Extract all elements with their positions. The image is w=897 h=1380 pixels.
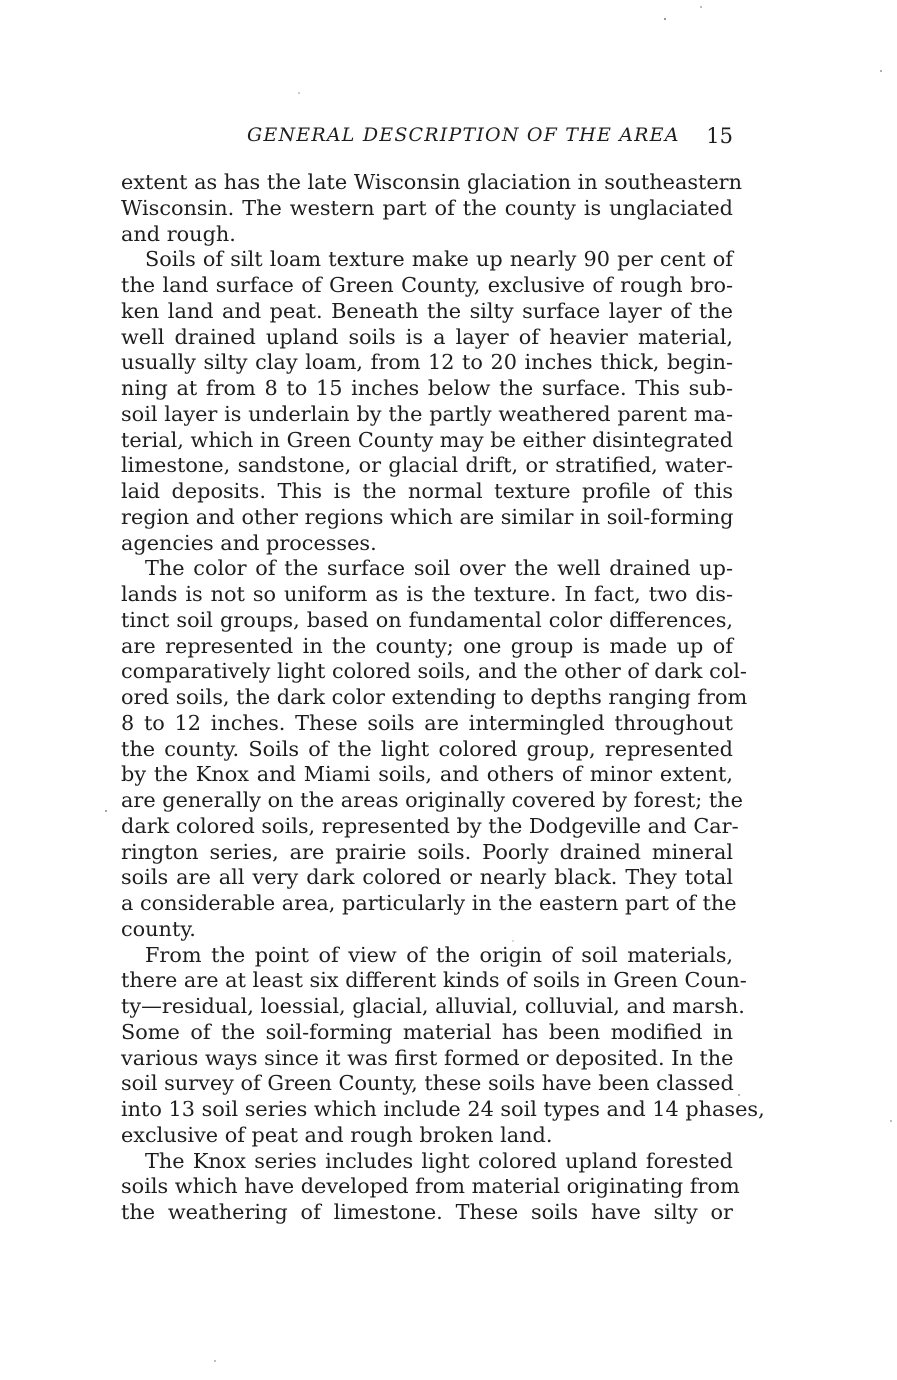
paper-speck	[880, 70, 882, 72]
text-line: extent as has the late Wisconsin glaciation in southeastern	[121, 170, 743, 194]
text-line: county.	[121, 916, 196, 941]
paper-speck	[512, 940, 514, 942]
text-line: ning at from 8 to 15 inches below the surface. This sub-	[121, 376, 733, 400]
text-line: Wisconsin. The western part of the county is unglaciated	[121, 195, 733, 220]
page-number: 15	[706, 124, 733, 148]
text-line: and rough.	[121, 221, 236, 246]
text-line: ty—residual, loessial, glacial, alluvial, colluvial, and marsh.	[121, 994, 745, 1018]
text-line: soils are all very dark colored or nearly black. They total	[121, 865, 733, 890]
text-line: 8 to 12 inches. These soils are intermingled throughout	[121, 710, 733, 735]
text-line: by the Knox and Miami soils, and others of minor extent,	[121, 762, 733, 787]
text-line: From the point of view of the origin of soil materials,	[145, 942, 733, 967]
paper-speck	[105, 810, 107, 812]
paragraph	[121, 942, 765, 1149]
paragraph	[121, 247, 733, 556]
paragraph	[121, 1148, 740, 1226]
text-line: into 13 soil series which include 24 soil types and 14 phases,	[121, 1097, 765, 1121]
text-line: laid deposits. This is the normal texture profile of this	[121, 479, 733, 503]
text-line: well drained upland soils is a layer of heavier material,	[121, 324, 733, 349]
text-line: rington series, are prairie soils. Poorly drained mineral	[121, 839, 733, 864]
text-line: tinct soil groups, based on fundamental color differences,	[121, 607, 733, 632]
text-line: lands is not so uniform as is the texture. In fact, two dis-	[121, 582, 733, 606]
text-line: The Knox series includes light colored upland forested	[145, 1148, 733, 1173]
running-title: GENERAL DESCRIPTION OF THE AREA	[247, 124, 680, 146]
text-line: limestone, sandstone, or glacial drift, or stratified, water-	[121, 453, 733, 478]
text-line: the weathering of limestone. These soils have silty or	[121, 1200, 733, 1224]
body-text	[121, 170, 765, 1226]
text-line: a considerable area, particularly in the eastern part of the	[121, 891, 737, 915]
paper-speck	[214, 1360, 216, 1362]
paper-speck	[738, 1094, 740, 1096]
text-line: region and other regions which are similar in soil-forming	[121, 504, 734, 529]
text-line: usually silty clay loam, from 12 to 20 inches thick, begin-	[121, 350, 733, 375]
paragraph	[121, 556, 748, 942]
paper-speck	[890, 1120, 892, 1122]
text-line: ored soils, the dark color extending to depths ranging from	[121, 685, 748, 709]
text-line: soils which have developed from material originating from	[121, 1174, 740, 1199]
text-line: soil layer is underlain by the partly weathered parent ma-	[121, 401, 733, 426]
paragraph	[121, 170, 743, 247]
text-line: agencies and processes.	[121, 530, 377, 555]
text-line: dark colored soils, represented by the Dodgeville and Car-	[121, 813, 739, 838]
text-line: there are at least six different kinds of soils in Green Coun-	[121, 968, 747, 993]
paper-speck	[298, 92, 300, 94]
text-line: are represented in the county; one group is made up of	[121, 633, 733, 658]
text-line: Some of the soil-forming material has been modified in	[121, 1019, 733, 1044]
text-line: ken land and peat. Beneath the silty surface layer of the	[121, 298, 733, 323]
text-line: are generally on the areas originally covered by forest; the	[121, 788, 743, 812]
paper-speck	[664, 18, 666, 20]
text-line: exclusive of peat and rough broken land.	[121, 1122, 553, 1147]
text-line: terial, which in Green County may be either disintegrated	[121, 427, 734, 452]
running-head	[121, 120, 733, 150]
text-line: comparatively light colored soils, and the other of dark col-	[121, 659, 747, 684]
text-line: soil survey of Green County, these soils have been classed	[121, 1071, 734, 1096]
text-line: The color of the surface soil over the well drained up-	[145, 556, 733, 581]
text-line: various ways since it was first formed or deposited. In the	[121, 1045, 734, 1070]
text-line: the county. Soils of the light colored group, represented	[121, 736, 733, 761]
paper-speck	[700, 6, 702, 8]
text-line: the land surface of Green County, exclusive of rough bro-	[121, 273, 733, 297]
text-line: Soils of silt loam texture make up nearly 90 per cent of	[145, 247, 733, 272]
